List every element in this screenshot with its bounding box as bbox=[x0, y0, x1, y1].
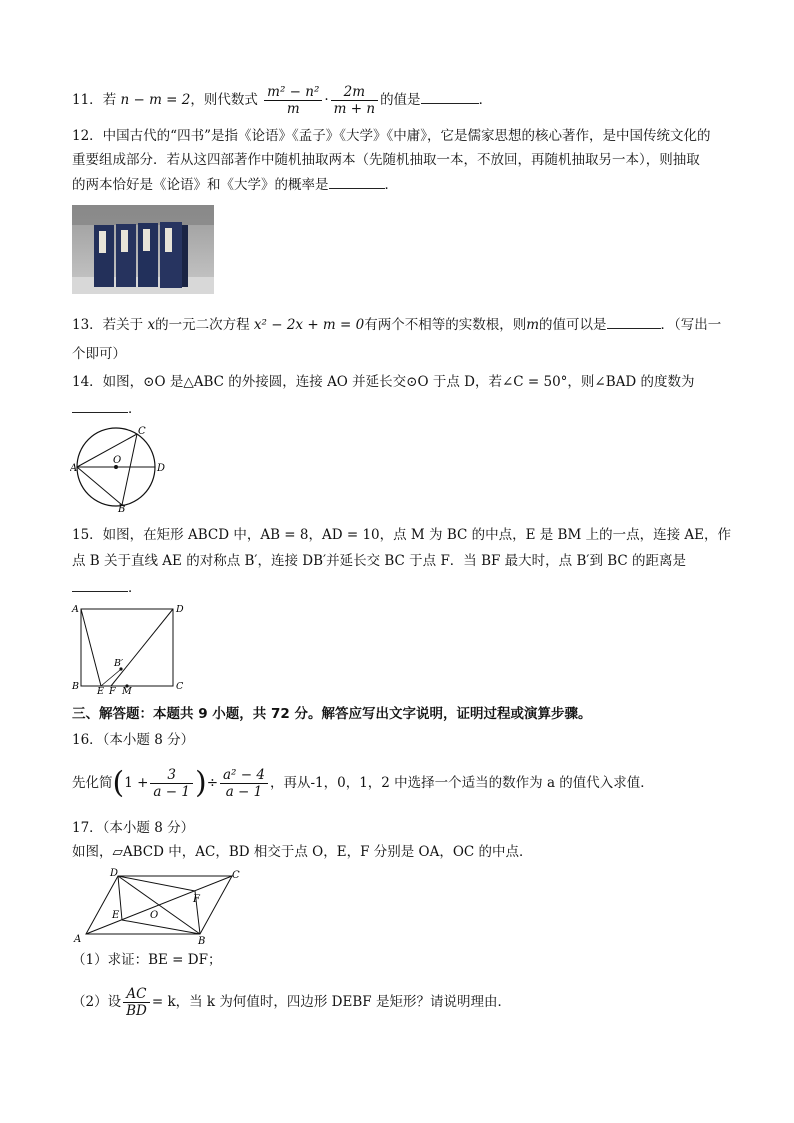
q11-number: 11． bbox=[72, 92, 103, 108]
frac-numerator: 2m bbox=[331, 84, 378, 101]
q13-text: 有两个不相等的实数根，则 bbox=[364, 317, 527, 333]
frac-numerator: a² − 4 bbox=[220, 767, 268, 784]
period: ． bbox=[128, 580, 142, 596]
frac-denominator: a − 1 bbox=[225, 784, 263, 800]
label-C: C bbox=[232, 870, 240, 881]
label-B: B bbox=[72, 681, 79, 692]
q14-line-1: 14．如图，⊙O 是△ABC 的外接圆，连接 AO 并延长交⊙O 于点 D，若∠C = 50°，则∠BAD 的度数为 bbox=[72, 374, 695, 390]
q17-part-2 bbox=[72, 986, 511, 1019]
answer-blank[interactable] bbox=[607, 314, 661, 329]
frac-numerator: 3 bbox=[150, 767, 193, 784]
period: ． bbox=[478, 92, 493, 108]
label-D: D bbox=[176, 604, 184, 615]
q11-text-post: 的值是 bbox=[380, 92, 421, 108]
label-D: D bbox=[110, 868, 119, 879]
q13-text: 的一元二次方程 bbox=[155, 317, 250, 333]
q12-text: 的两本恰好是《论语》和《大学》的概率是 bbox=[72, 177, 329, 193]
label-C: C bbox=[176, 681, 184, 692]
label-E: E bbox=[97, 686, 104, 695]
q16-heading: 16．（本小题 8 分） bbox=[72, 732, 195, 748]
q16-one: 1 + bbox=[124, 775, 149, 791]
divide-sign: ÷ bbox=[206, 775, 218, 791]
q11-fraction-1 bbox=[264, 84, 322, 117]
q15-line-3 bbox=[72, 577, 142, 598]
frac-numerator: AC bbox=[123, 986, 150, 1003]
label-A: A bbox=[70, 463, 78, 474]
frac-denominator: a − 1 bbox=[153, 784, 190, 800]
circle-figure bbox=[70, 424, 170, 514]
book-1 bbox=[94, 225, 114, 287]
q12-line-3 bbox=[72, 174, 398, 195]
q13-text: ．（写出一 bbox=[660, 317, 722, 333]
four-books-photo bbox=[72, 205, 214, 294]
answer-blank[interactable] bbox=[72, 398, 128, 413]
frac-numerator: m² − n² bbox=[264, 84, 322, 101]
section-3-heading: 三、解答题：本题共 9 小题，共 72 分。解答应写出文字说明，证明过程或演算步骤。 bbox=[72, 706, 592, 722]
parallelogram-figure bbox=[70, 866, 250, 946]
rectangle-ABCD bbox=[81, 609, 173, 686]
q16-body bbox=[72, 766, 654, 801]
q16-text: 先化简 bbox=[72, 775, 113, 791]
period: ． bbox=[384, 177, 398, 193]
segment-AE bbox=[81, 609, 101, 686]
q11-condition: n − m = 2 bbox=[120, 92, 191, 108]
segment-EB bbox=[122, 920, 200, 934]
q13-line-1 bbox=[72, 314, 721, 335]
segment-DF bbox=[111, 609, 173, 686]
q13-text: 的值可以是 bbox=[539, 317, 607, 333]
q17-text-post: = k，当 k 为何值时，四边形 DEBF 是矩形？请说明理由． bbox=[151, 994, 511, 1010]
question-11 bbox=[72, 84, 492, 117]
answer-blank[interactable] bbox=[329, 174, 385, 189]
paren-left: ( bbox=[112, 765, 125, 801]
book-4 bbox=[160, 222, 182, 288]
label-O: O bbox=[150, 910, 159, 921]
q11-fraction-2 bbox=[331, 84, 378, 117]
label-O: O bbox=[113, 455, 122, 466]
label-Bp: B′ bbox=[114, 658, 124, 669]
q16-fraction-2 bbox=[220, 767, 268, 800]
var-x: x bbox=[147, 317, 156, 333]
label-A: A bbox=[72, 604, 79, 615]
paren-right: ) bbox=[194, 765, 207, 801]
frac-denominator: m + n bbox=[333, 101, 376, 117]
var-m: m bbox=[526, 317, 540, 333]
frac-denominator: BD bbox=[126, 1003, 147, 1019]
frac-denominator: m bbox=[286, 101, 300, 117]
q12-line-1: 12．中国古代的“四书”是指《论语》《孟子》《大学》《中庸》，它是儒家思想的核心著作，是中国传统文化的 bbox=[72, 128, 711, 144]
segment-DF bbox=[118, 876, 195, 891]
q16-text-post: ，再从-1，0，1，2 中选择一个适当的数作为 a 的值代入求值． bbox=[269, 775, 654, 791]
q17-line-1: 如图，▱ABCD 中，AC，BD 相交于点 O，E，F 分别是 OA，OC 的中点． bbox=[72, 844, 533, 860]
q15-line-1: 15．如图，在矩形 ABCD 中，AB = 8，AD = 10，点 M 为 BC 的中点，E 是 BM 上的一点，连接 AE，作 bbox=[72, 527, 731, 543]
q13-text: 13．若关于 bbox=[72, 317, 144, 333]
label-D: D bbox=[157, 463, 166, 474]
q17-part-1: （1）求证：BE = DF； bbox=[72, 952, 222, 968]
q14-line-2 bbox=[72, 398, 142, 419]
q11-text: 若 bbox=[102, 92, 117, 108]
q17-heading: 17．（本小题 8 分） bbox=[72, 820, 195, 836]
q16-fraction-1 bbox=[150, 767, 193, 800]
book-3 bbox=[138, 223, 158, 287]
diagonal-BD bbox=[118, 876, 200, 934]
answer-blank[interactable] bbox=[72, 577, 128, 592]
label-M: M bbox=[122, 686, 132, 695]
answer-blank[interactable] bbox=[421, 89, 479, 104]
label-E: E bbox=[112, 910, 120, 921]
q15-line-2: 点 B 关于直线 AE 的对称点 B′，连接 DB′并延长交 BC 于点 F．当 BF 最大时，点 B′到 BC 的距离是 bbox=[72, 553, 687, 569]
segment-BC bbox=[122, 434, 137, 505]
label-F: F bbox=[109, 686, 116, 695]
label-F: F bbox=[193, 894, 200, 905]
label-B: B bbox=[118, 504, 126, 514]
label-A: A bbox=[74, 934, 82, 945]
segment-AB bbox=[77, 467, 122, 505]
q12-line-2: 重要组成部分．若从这四部著作中随机抽取两本（先随机抽取一本，不放回，再随机抽取另一本），则抽取 bbox=[72, 152, 700, 168]
q17-fraction bbox=[123, 986, 150, 1019]
period: ． bbox=[128, 401, 142, 417]
q11-text-mid: ，则代数式 bbox=[190, 92, 258, 108]
q17-text: （2）设 bbox=[72, 994, 122, 1010]
label-C: C bbox=[138, 426, 146, 437]
book-2 bbox=[116, 224, 136, 287]
rectangle-figure bbox=[70, 600, 185, 695]
label-B: B bbox=[198, 936, 206, 946]
q13-line-2: 个即可） bbox=[72, 346, 126, 362]
multiply-dot: · bbox=[324, 92, 329, 108]
quadratic-equation: x² − 2x + m = 0 bbox=[253, 317, 365, 333]
segment-AC bbox=[77, 434, 137, 467]
